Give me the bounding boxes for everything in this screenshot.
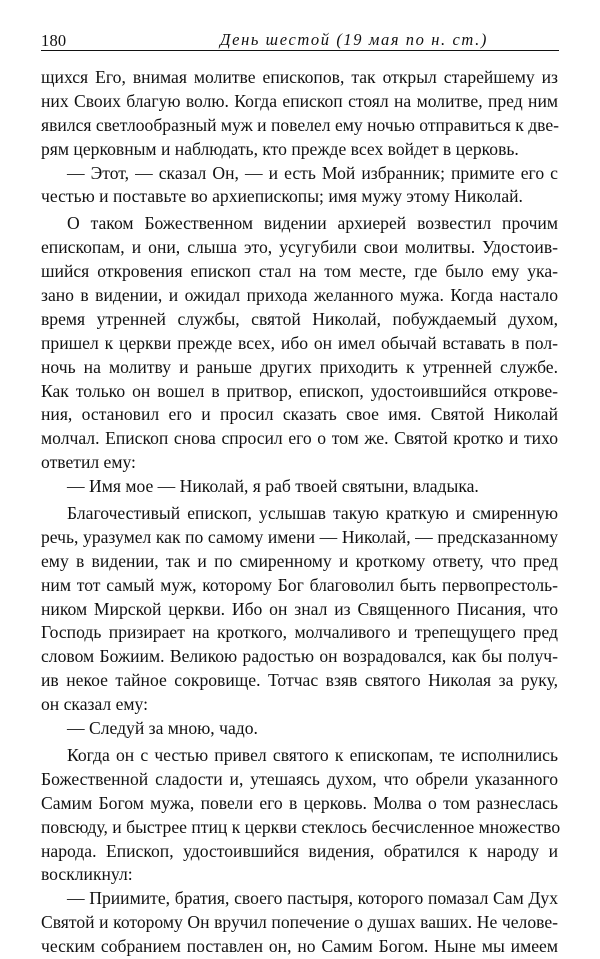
text-line: повсюду, и быстрее птиц к церкви стеклось бесчисленное множество	[41, 816, 561, 837]
text-line: ним тот самый муж, которому Бог благоволил быть первопрестоль-	[41, 574, 558, 595]
text-line: щихся Его, внимая молитве епископов, так открыл старейшему из	[41, 67, 558, 87]
text-line: — Приимите, братия, своего пастыря, которого помазал Сам Дух	[67, 888, 558, 909]
text-line: Как только он вошел в притвор, епископ, удостоившийся открове-	[41, 380, 558, 401]
text-line: словом Божиим. Великою радостью он возрадовался, как бы получ-	[41, 646, 558, 667]
text-line: зано в видении, и ожидал прихода желанного мужа. Когда настало	[41, 285, 558, 306]
text-line: Божественной сладости и, утешаясь духом, что обрели указанного	[41, 768, 558, 789]
text-line: епископам, и они, слыша это, усугубили свои молитвы. Удостоив-	[41, 237, 558, 258]
text-line: шийся откровения епископ стал на том месте, где было ему ука-	[41, 261, 558, 282]
text-line: явился светлообразный муж и повелел ему ночью отправиться к две-	[41, 114, 560, 135]
text-line: Святой и которому Он вручил попечение о душах ваших. Не челове-	[41, 912, 558, 933]
text-line: О таком Божественном видении архиерей возвестил прочим	[67, 213, 558, 234]
text-line: — Этот, — сказал Он, — и есть Мой избранник; примите его с	[67, 162, 558, 183]
text-line: них Своих благую волю. Когда епископ стоял на молитве, пред ним	[41, 90, 558, 111]
text-line: ческим собранием поставлен он, но Самим Богом. Ныне мы имеем	[41, 936, 558, 957]
page-number: 180	[41, 31, 67, 50]
text-line: ночь на молитву и раньше других приходить к утренней службе.	[41, 356, 558, 377]
text-line: Самим Богом мужа, повели его в церковь. Молва о том разнеслась	[41, 792, 558, 813]
text-line: Господь призирает на кроткого, молчаливого и трепещущего пред	[41, 622, 558, 643]
text-line: ния, остановил его и просил сказать свое имя. Святой Николай	[41, 404, 558, 425]
text-line: Благочестивый епископ, услышав такую краткую и смиренную	[67, 503, 558, 524]
text-line: время утренней службы, святой Николай, побуждаемый духом,	[41, 308, 558, 329]
body-text	[41, 66, 561, 959]
text-line: — Следуй за мною, чадо.	[67, 718, 258, 739]
text-line: народа. Епископ, удостоившийся видения, обратился к народу и	[41, 840, 558, 861]
text-line: молчал. Епископ снова спросил его о том же. Святой кротко и тихо	[41, 428, 558, 449]
text-line: честью и поставьте во архиепископы; имя мужу этому Николай.	[41, 186, 523, 207]
text-line: ником Мирской церкви. Ибо он знал из Священного Писания, что	[41, 598, 558, 619]
text-line: рям церковным и наблюдать, кто прежде всех войдет в церковь.	[41, 138, 519, 159]
running-head	[41, 28, 559, 51]
text-line: он сказал ему:	[41, 694, 148, 715]
text-line: речь, уразумел как по самому имени — Николай, — предсказанному	[41, 526, 558, 547]
text-line: ответил ему:	[41, 452, 136, 473]
running-title: День шестой (19 мая по н. ст.)	[220, 30, 488, 49]
text-line: пришел к церкви прежде всех, ибо он имел обычай вставать в пол-	[41, 332, 558, 353]
text-line: ему в видении, так и по смиренному и кроткому ответу, что пред	[41, 550, 558, 571]
text-line: ив некое тайное сокровище. Тотчас взяв святого Николая за руку,	[41, 670, 558, 691]
text-line: Когда он с честью привел святого к епископам, те исполнились	[67, 744, 558, 765]
text-line: — Имя мое — Николай, я раб твоей святыни, владыка.	[67, 476, 479, 497]
text-line: воскликнул:	[41, 864, 133, 885]
